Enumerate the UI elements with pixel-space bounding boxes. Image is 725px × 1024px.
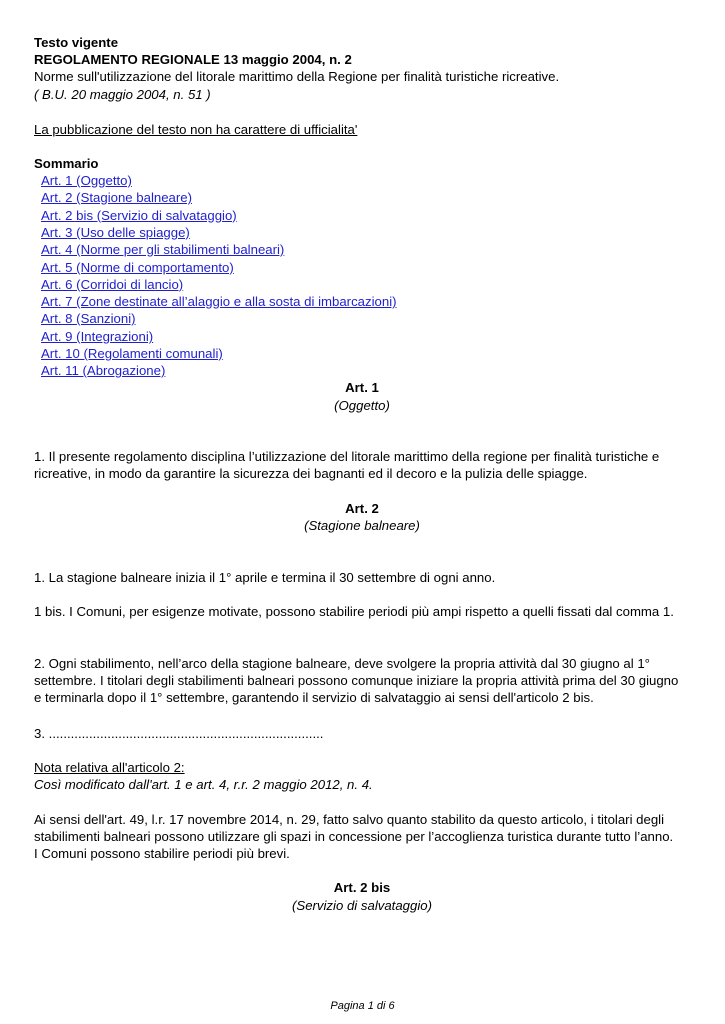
- art-2-bis-number: Art. 2 bis: [333, 880, 391, 895]
- art-2-paragraph-2: 2. Ogni stabilimento, nell’arco della stagione balneare, deve svolgere la propria attività dal 30 giugno al 1° settembre. I titolari degli stabilimenti balneari possono comunque iniziare la propria attività prima del 30 giugno e terminarla dopo il 1° settembre, garantendo il servizio di salvataggio ai sensi dell'articolo 2 bis.: [34, 656, 679, 706]
- toc-item-art-2: [34, 189, 199, 206]
- art-2-paragraph-1-bis: 1 bis. I Comuni, per esigenze motivate, possono stabilire periodi più ampi rispetto a quelli fissati dal comma 1.: [34, 604, 674, 619]
- art-1-number: Art. 1: [345, 380, 379, 395]
- regulation-title: REGOLAMENTO REGIONALE 13 maggio 2004, n. 2: [34, 52, 352, 67]
- toc-link-art-5[interactable]: Art. 5 (Norme di comportamento): [41, 260, 234, 275]
- toc-link-art-6[interactable]: Art. 6 (Corridoi di lancio): [41, 277, 184, 292]
- toc-item-art-6: [34, 276, 190, 293]
- toc-link-art-1[interactable]: Art. 1 (Oggetto): [41, 173, 132, 188]
- art-2-note-title: Nota relativa all'articolo 2:: [34, 760, 185, 775]
- toc-item-art-7: [34, 293, 404, 310]
- toc-item-art-11: [34, 362, 172, 379]
- toc-link-art-4[interactable]: Art. 4 (Norme per gli stabilimenti balneari): [41, 242, 285, 257]
- toc-link-art-11[interactable]: Art. 11 (Abrogazione): [41, 363, 166, 378]
- toc-link-art-8[interactable]: Art. 8 (Sanzioni): [41, 311, 136, 326]
- art-1-title: (Oggetto): [334, 398, 390, 413]
- toc-item-art-8: [34, 310, 143, 327]
- toc-item-art-4: [34, 241, 291, 258]
- toc-item-art-3: [34, 224, 197, 241]
- toc-link-art-3[interactable]: Art. 3 (Uso delle spiagge): [41, 225, 190, 240]
- toc-item-art-1: [34, 172, 139, 189]
- art-2-number: Art. 2: [345, 501, 379, 516]
- toc-link-art-7[interactable]: Art. 7 (Zone destinate all’alaggio e alla sosta di imbarcazioni): [41, 294, 397, 309]
- art-2-paragraph-3: 3. ...........................................................................: [34, 726, 324, 741]
- page-number: Pagina 1 di 6: [330, 1000, 395, 1012]
- toc-item-art-2-bis: [34, 207, 244, 224]
- art-2-paragraph-1: 1. La stagione balneare inizia il 1° aprile e termina il 30 settembre di ogni anno.: [34, 570, 496, 585]
- regulation-subtitle: Norme sull'utilizzazione del litorale marittimo della Regione per finalità turistiche ricreative.: [34, 69, 560, 84]
- toc-link-art-10[interactable]: Art. 10 (Regolamenti comunali): [41, 346, 223, 361]
- toc-item-art-9: [34, 328, 160, 345]
- toc-link-art-2-bis[interactable]: Art. 2 bis (Servizio di salvataggio): [41, 208, 237, 223]
- art-2-bis-title: (Servizio di salvataggio): [292, 898, 432, 913]
- bulletin-reference: ( B.U. 20 maggio 2004, n. 51 ): [34, 87, 211, 102]
- toc-link-art-2[interactable]: Art. 2 (Stagione balneare): [41, 190, 193, 205]
- art-2-extra-paragraph: Ai sensi dell'art. 49, l.r. 17 novembre 2014, n. 29, fatto salvo quanto stabilito da questo articolo, i titolari degli stabilimenti balneari possono utilizzare gli spazi in concessione per l’accoglienza turistica durante tutto l’anno. I Comuni possono stabilire periodi più brevi.: [34, 812, 674, 862]
- status-label: Testo vigente: [34, 35, 119, 50]
- art-2-note-text: Così modificato dall'art. 1 e art. 4, r.r. 2 maggio 2012, n. 4.: [34, 777, 373, 792]
- official-notice: La pubblicazione del testo non ha carattere di ufficialita': [34, 122, 358, 137]
- art-1-paragraph-1: 1. Il presente regolamento disciplina l’utilizzazione del litorale marittimo della regione per finalità turistiche e ricreative, in modo da garantire la sicurezza dei bagnanti ed il decoro e la pulizia delle spiagge.: [34, 449, 660, 482]
- toc-item-art-10: [34, 345, 230, 362]
- toc-item-art-5: [34, 259, 241, 276]
- summary-heading: Sommario: [34, 156, 99, 171]
- toc-link-art-9[interactable]: Art. 9 (Integrazioni): [41, 329, 154, 344]
- art-2-title: (Stagione balneare): [304, 518, 420, 533]
